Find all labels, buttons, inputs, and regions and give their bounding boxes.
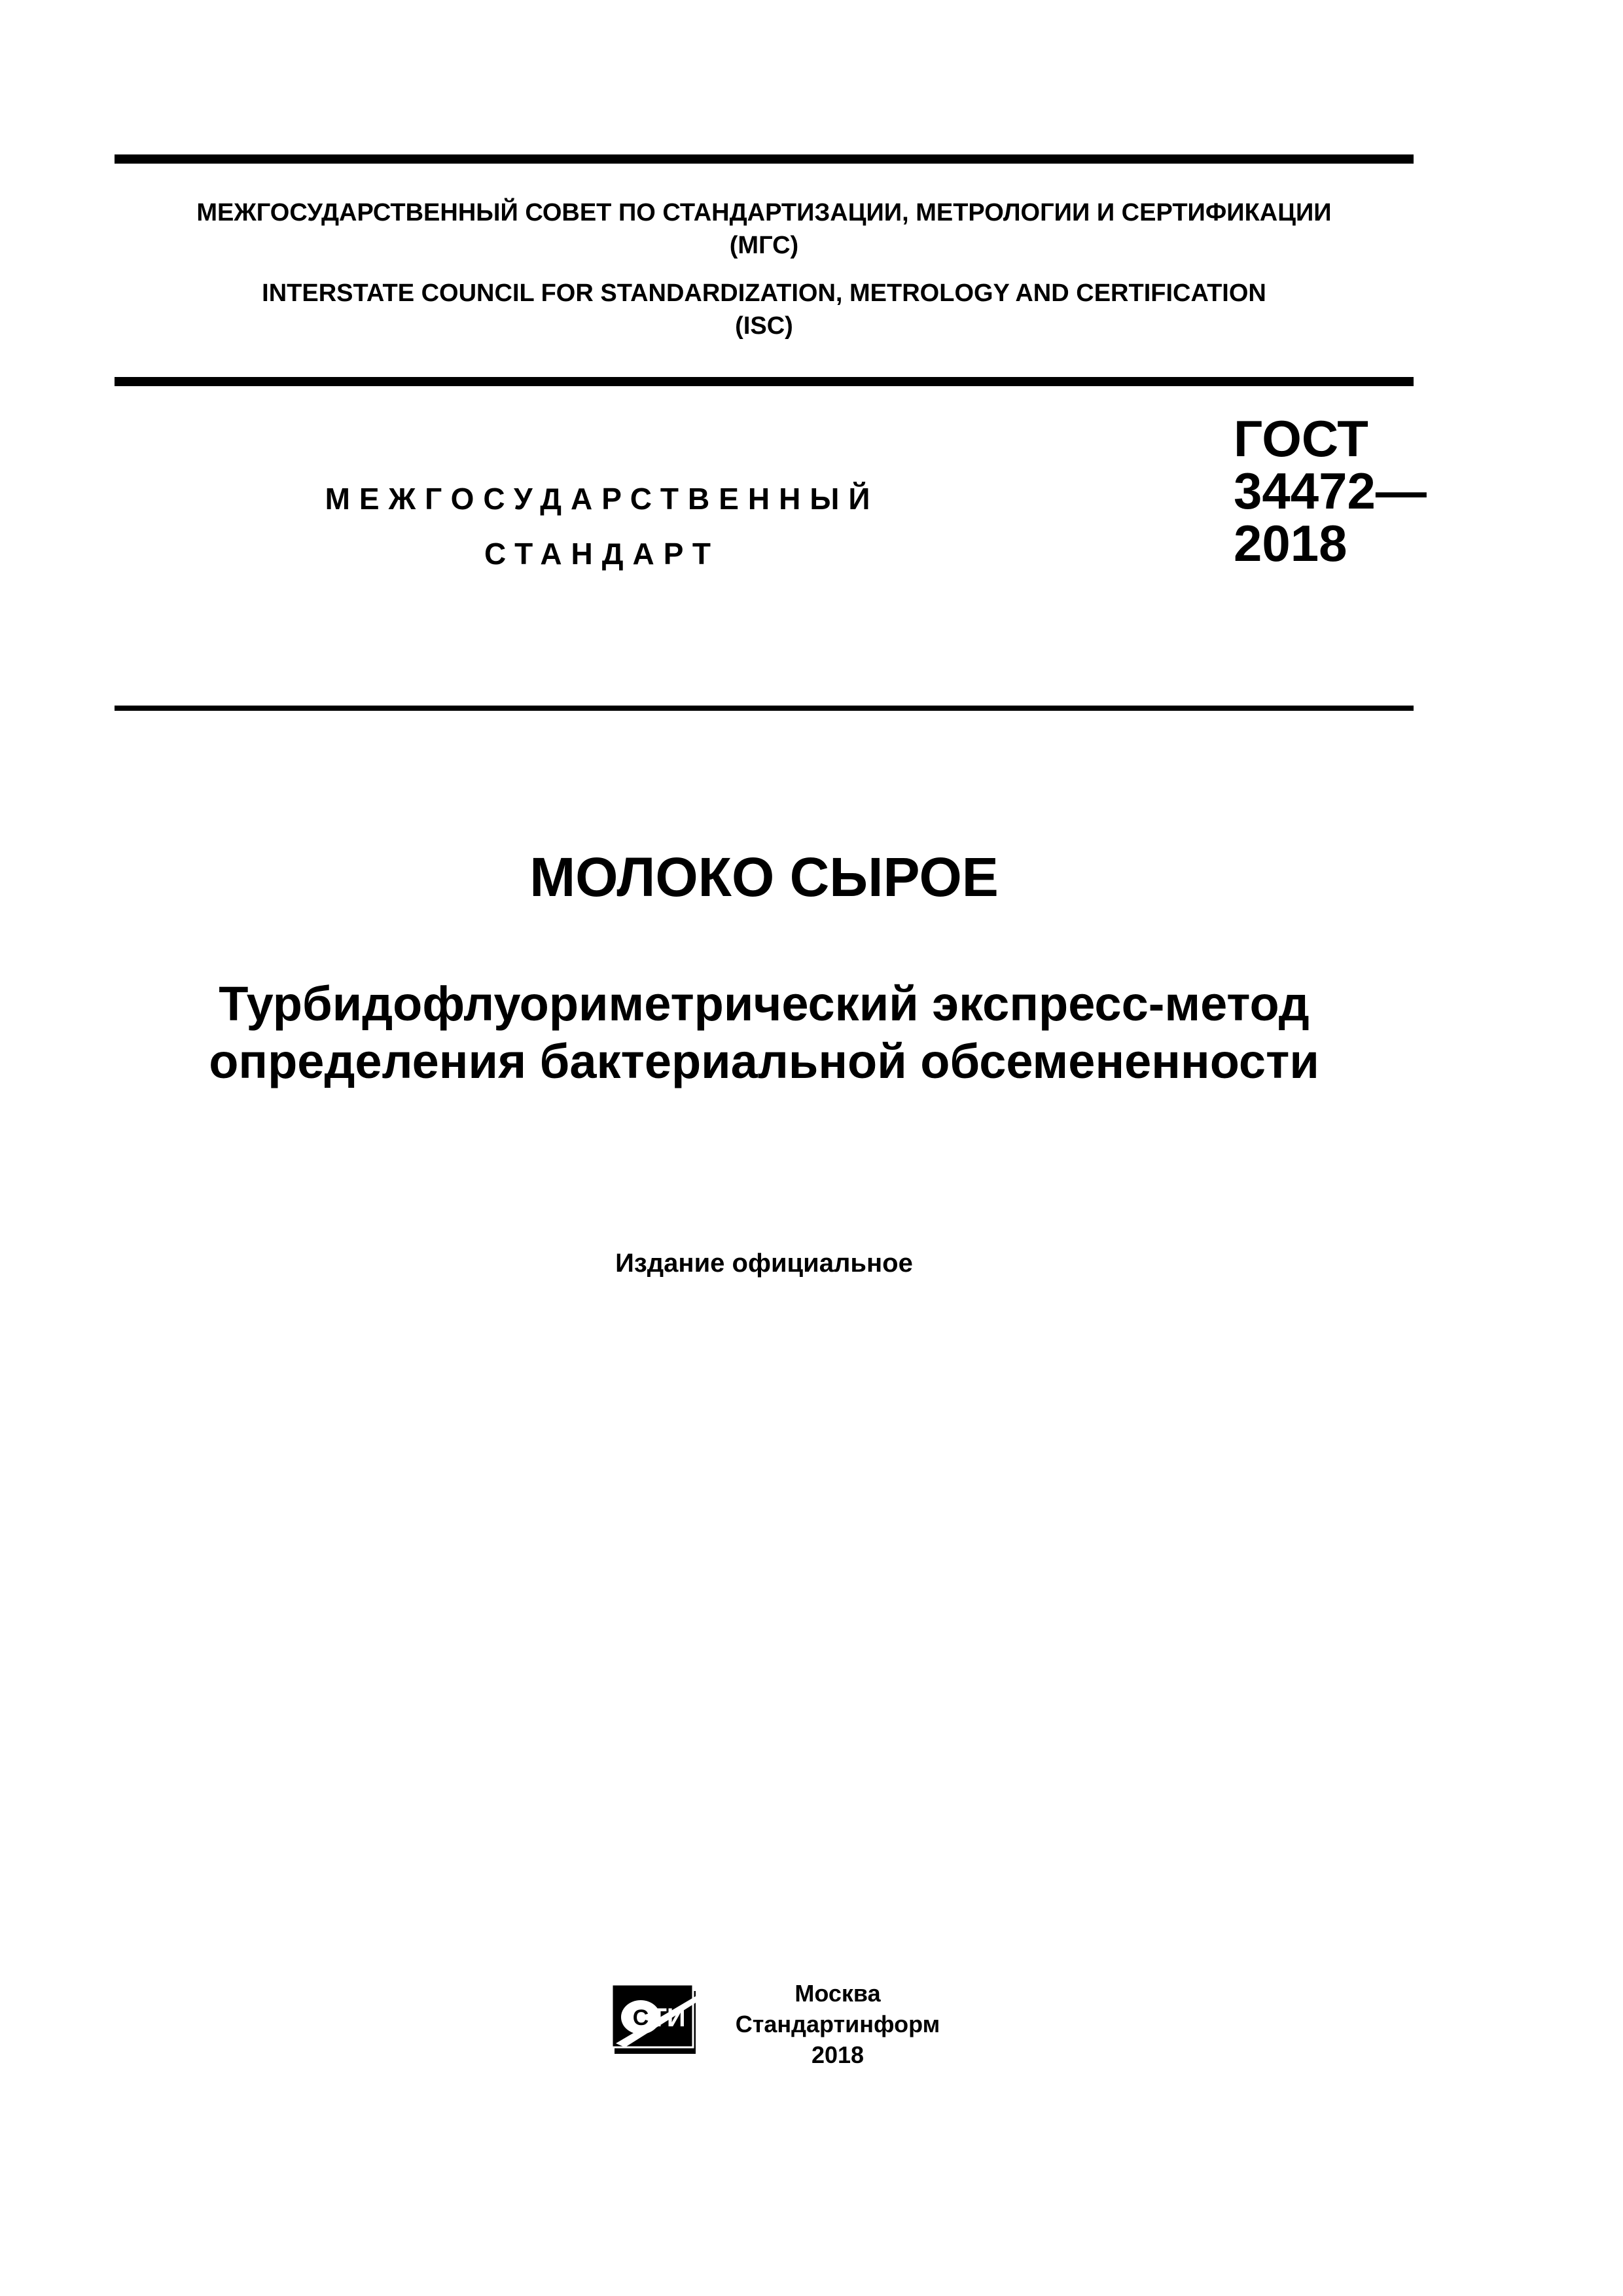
- council-ru-name: МЕЖГОСУДАРСТВЕННЫЙ СОВЕТ ПО СТАНДАРТИЗАЦИИ, МЕТРОЛОГИИ И СЕРТИФИКАЦИИ: [196, 199, 1332, 226]
- document-subtitle: [115, 975, 1414, 1090]
- gost-prefix: ГОСТ: [1234, 410, 1368, 467]
- gost-number: 34472—: [1234, 462, 1427, 520]
- gost-designation: [1234, 410, 1427, 572]
- council-ru: [115, 196, 1414, 262]
- council-bottom-rule: [115, 377, 1414, 386]
- council-ru-abbr: (МГС): [729, 232, 799, 259]
- svg-text:ТИ: ТИ: [651, 2003, 686, 2032]
- document-title: МОЛОКО СЫРОЕ: [529, 846, 999, 908]
- council-en-abbr: (ISC): [735, 312, 793, 340]
- standard-kind: [275, 471, 929, 581]
- gost-year: 2018: [1234, 514, 1347, 572]
- council-en: [115, 277, 1414, 342]
- publisher-name: Стандартинформ: [735, 2011, 940, 2037]
- header-bottom-rule: [115, 706, 1414, 711]
- subtitle-line2: определения бактериальной обсемененности: [209, 1034, 1319, 1088]
- publisher-city: Москва: [794, 1980, 881, 2007]
- top-rule: [115, 154, 1414, 164]
- council-en-name: INTERSTATE COUNCIL FOR STANDARDIZATION, METROLOGY AND CERTIFICATION: [262, 279, 1266, 307]
- svg-text:С: С: [632, 2005, 649, 2030]
- publisher-year: 2018: [811, 2041, 865, 2068]
- standard-kind-line2: СТАНДАРТ: [484, 537, 720, 571]
- standard-kind-line1: МЕЖГОСУДАРСТВЕННЫЙ: [325, 482, 880, 516]
- subtitle-line1: Турбидофлуориметрический экспресс-метод: [219, 977, 1310, 1031]
- edition-note: Издание официальное: [615, 1249, 913, 1278]
- standartinform-logo-icon: [612, 1983, 704, 2058]
- publisher-block: [720, 1978, 955, 2070]
